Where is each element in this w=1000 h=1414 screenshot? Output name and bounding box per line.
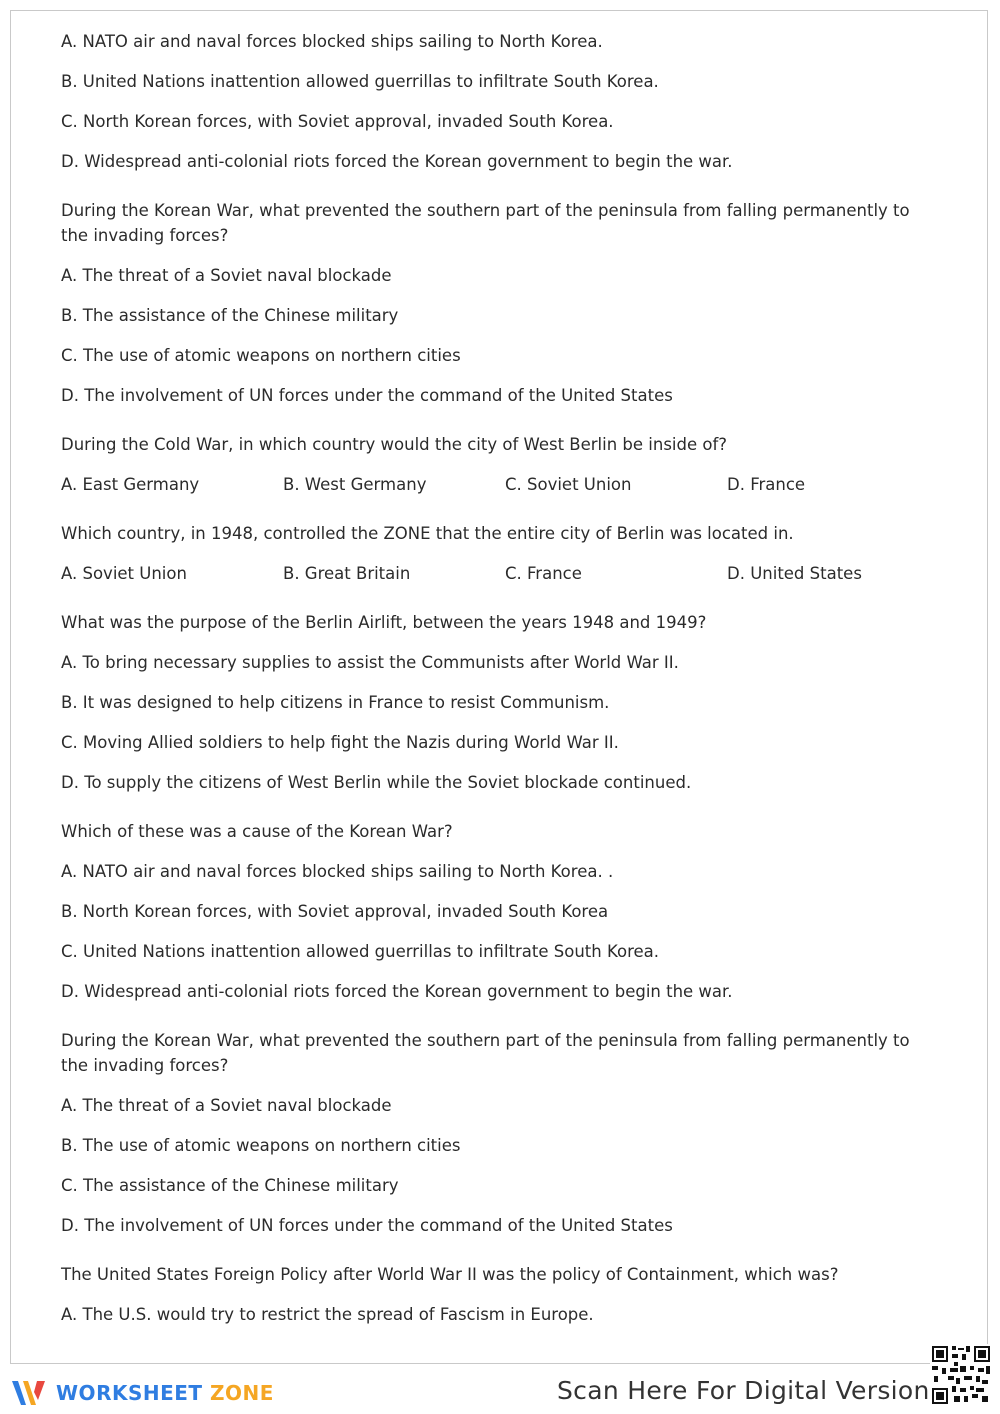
qr-code-icon[interactable] (930, 1344, 992, 1406)
question-stem: What was the purpose of the Berlin Airlift, between the years 1948 and 1949? (61, 613, 707, 632)
option-row (61, 472, 1000, 497)
option[interactable]: C. North Korean forces, with Soviet approval, invaded South Korea. (61, 112, 614, 131)
logo-text (56, 1381, 274, 1405)
option[interactable]: B. The use of atomic weapons on northern cities (61, 1136, 461, 1155)
option[interactable]: C. France (505, 564, 582, 583)
logo-text-zone: ZONE (210, 1381, 274, 1405)
option[interactable]: A. The threat of a Soviet naval blockade (61, 1096, 392, 1115)
option[interactable]: B. It was designed to help citizens in France to resist Communism. (61, 693, 610, 712)
option[interactable]: A. To bring necessary supplies to assist the Communists after World War II. (61, 653, 679, 672)
question-stem: Which of these was a cause of the Korean War? (61, 822, 453, 841)
question-9 (0, 432, 1000, 497)
question-13 (0, 1028, 1000, 1238)
question-7-continued (0, 29, 1000, 174)
option[interactable]: D. Widespread anti-colonial riots forced the Korean government to begin the war. (61, 152, 733, 171)
option[interactable]: D. Widespread anti-colonial riots forced the Korean government to begin the war. (61, 982, 733, 1001)
option[interactable]: B. The assistance of the Chinese military (61, 306, 399, 325)
option[interactable]: A. Soviet Union (61, 564, 187, 583)
option[interactable]: A. NATO air and naval forces blocked ships sailing to North Korea. (61, 32, 603, 51)
question-stem: During the Cold War, in which country would the city of West Berlin be inside of? (61, 435, 728, 454)
option[interactable]: A. East Germany (61, 475, 200, 494)
option[interactable]: B. Great Britain (283, 564, 411, 583)
option[interactable]: D. France (727, 475, 806, 494)
option[interactable]: D. The involvement of UN forces under the command of the United States (61, 1216, 673, 1235)
option[interactable]: B. United Nations inattention allowed guerrillas to infiltrate South Korea. (61, 72, 659, 91)
option[interactable]: C. Soviet Union (505, 475, 632, 494)
worksheetzone-logo[interactable] (10, 1378, 274, 1408)
option[interactable]: B. North Korean forces, with Soviet approval, invaded South Korea (61, 902, 609, 921)
question-12 (0, 819, 1000, 1004)
question-stem: During the Korean War, what prevented the southern part of the peninsula from falling permanently to the invading forces? (61, 1031, 910, 1075)
option-row (61, 561, 1000, 586)
option[interactable]: A. NATO air and naval forces blocked ships sailing to North Korea. . (61, 862, 614, 881)
option[interactable]: D. To supply the citizens of West Berlin while the Soviet blockade continued. (61, 773, 692, 792)
question-stem: The United States Foreign Policy after World War II was the policy of Containment, which was? (61, 1265, 839, 1284)
option[interactable]: D. United States (727, 564, 862, 583)
question-stem: During the Korean War, what prevented the southern part of the peninsula from falling permanently to the invading forces? (61, 201, 910, 245)
option[interactable]: B. West Germany (283, 475, 427, 494)
option[interactable]: A. The threat of a Soviet naval blockade (61, 266, 392, 285)
option[interactable]: C. Moving Allied soldiers to help fight the Nazis during World War II. (61, 733, 619, 752)
question-10 (0, 521, 1000, 586)
option[interactable]: C. United Nations inattention allowed guerrillas to infiltrate South Korea. (61, 942, 660, 961)
question-stem: Which country, in 1948, controlled the ZONE that the entire city of Berlin was located in. (61, 524, 794, 543)
option[interactable]: C. The use of atomic weapons on northern cities (61, 346, 461, 365)
option[interactable]: D. The involvement of UN forces under the command of the United States (61, 386, 673, 405)
question-14 (0, 1262, 1000, 1327)
question-11 (0, 610, 1000, 795)
question-8 (0, 198, 1000, 408)
worksheetzone-w-icon (10, 1378, 50, 1408)
logo-text-worksheet: WORKSHEET (56, 1381, 203, 1405)
option[interactable]: A. The U.S. would try to restrict the spread of Fascism in Europe. (61, 1305, 594, 1324)
scan-digital-version-text: Scan Here For Digital Version (557, 1376, 930, 1405)
option[interactable]: C. The assistance of the Chinese military (61, 1176, 399, 1195)
